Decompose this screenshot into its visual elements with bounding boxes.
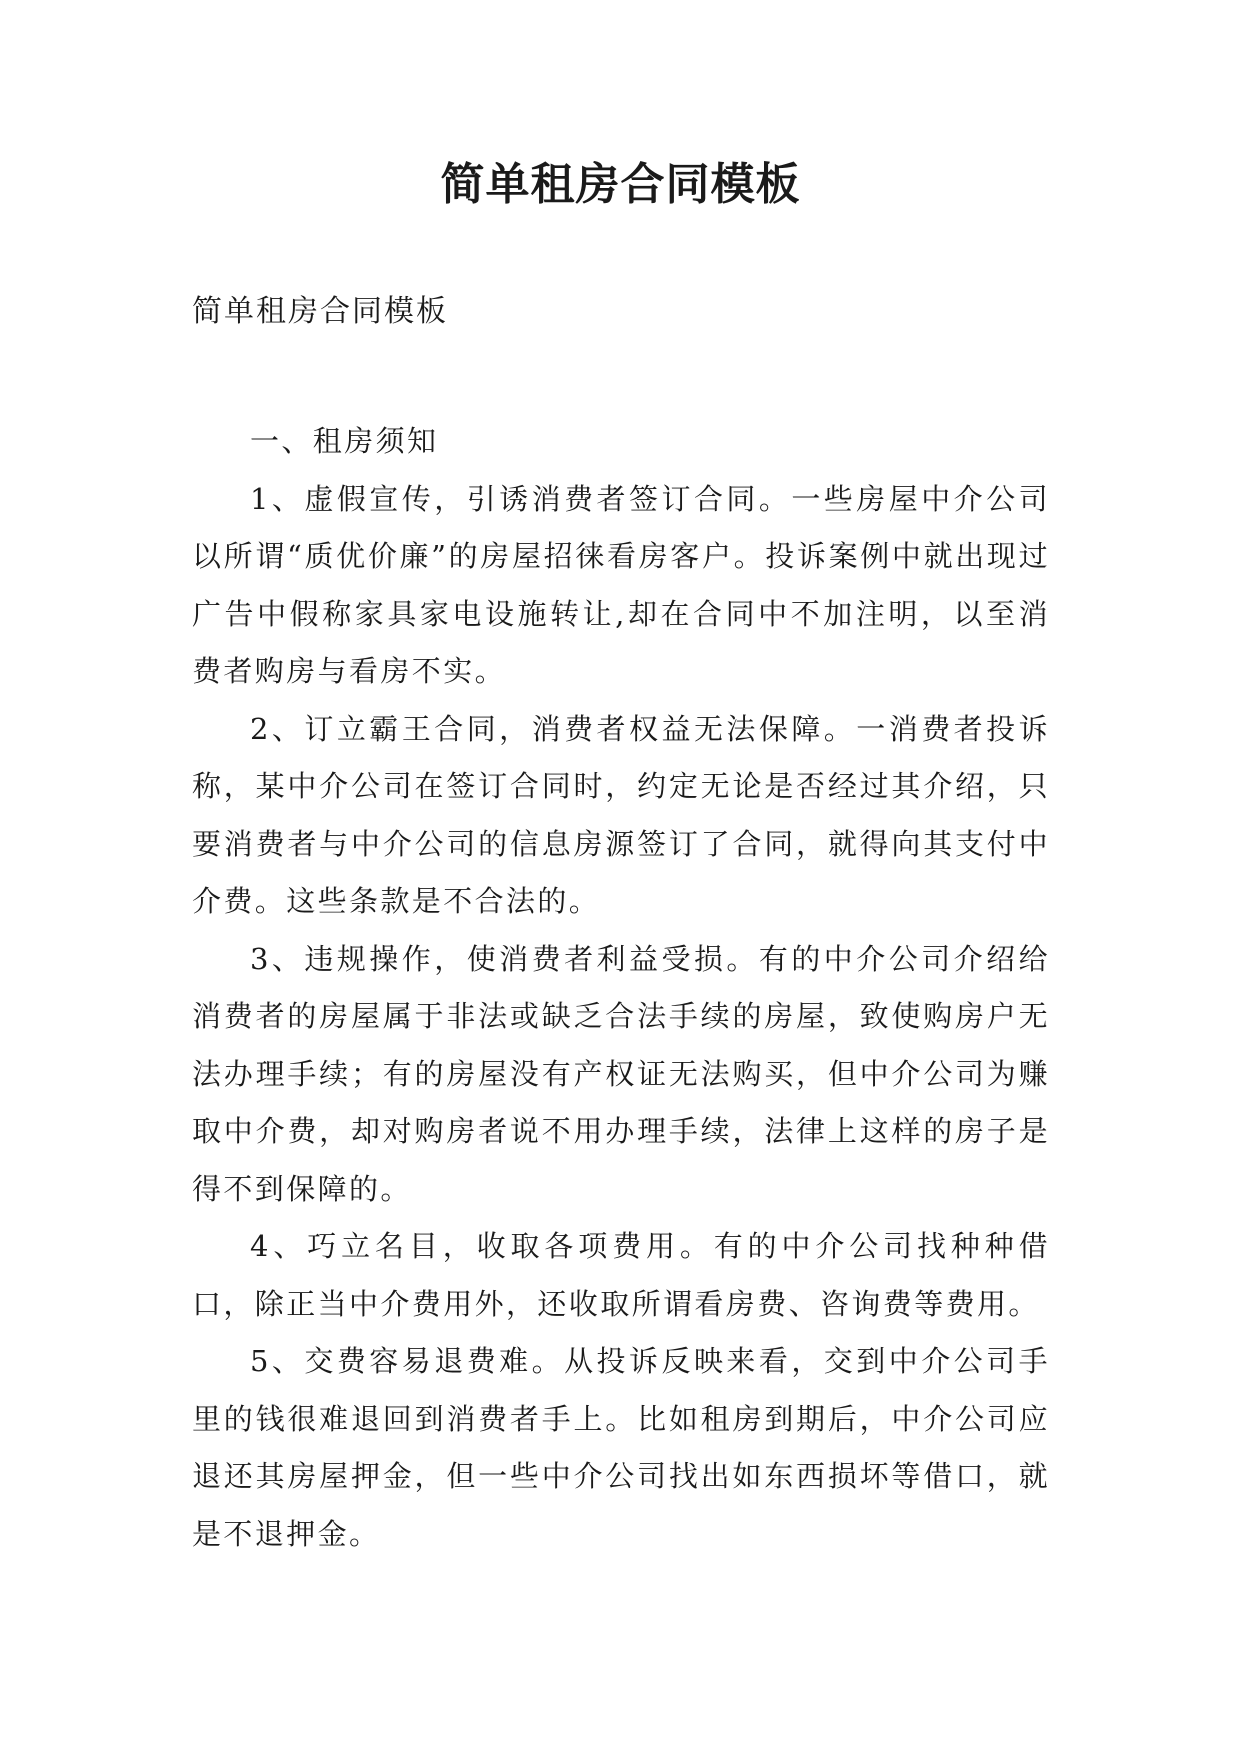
- document-title: 简单租房合同模板: [440, 159, 801, 210]
- paragraph-1: 1、虚假宣传，引诱消费者签订合同。一些房屋中介公司以所谓“质优价廉”的房屋招徕看房客户。投诉案例中就出现过广告中假称家具家电设施转让,却在合同中不加注明，以至消费者购房与看房不实。: [192, 481, 1050, 688]
- paragraph-2: 2、订立霸王合同，消费者权益无法保障。一消费者投诉称，某中介公司在签订合同时，约定无论是否经过其介绍，只要消费者与中介公司的信息房源签订了合同，就得向其支付中介费。这些条款是不合法的。: [192, 711, 1050, 918]
- document-subtitle: 简单租房合同模板: [192, 294, 448, 329]
- document-body: [192, 413, 1050, 1563]
- paragraph-4: 4、巧立名目，收取各项费用。有的中介公司找种种借口，除正当中介费用外，还收取所谓看房费、咨询费等费用。: [192, 1229, 1050, 1321]
- section-heading-rental-notice: 一、租房须知: [250, 424, 439, 458]
- paragraph-3: 3、违规操作，使消费者利益受损。有的中介公司介绍给消费者的房屋属于非法或缺乏合法手续的房屋，致使购房户无法办理手续；有的房屋没有产权证无法购买，但中介公司为赚取中介费，却对购房者说不用办理手续，法律上这样的房子是得不到保障的。: [192, 941, 1050, 1206]
- paragraph-5: 5、交费容易退费难。从投诉反映来看，交到中介公司手里的钱很难退回到消费者手上。比如租房到期后，中介公司应退还其房屋押金，但一些中介公司找出如东西损坏等借口，就是不退押金。: [192, 1344, 1050, 1551]
